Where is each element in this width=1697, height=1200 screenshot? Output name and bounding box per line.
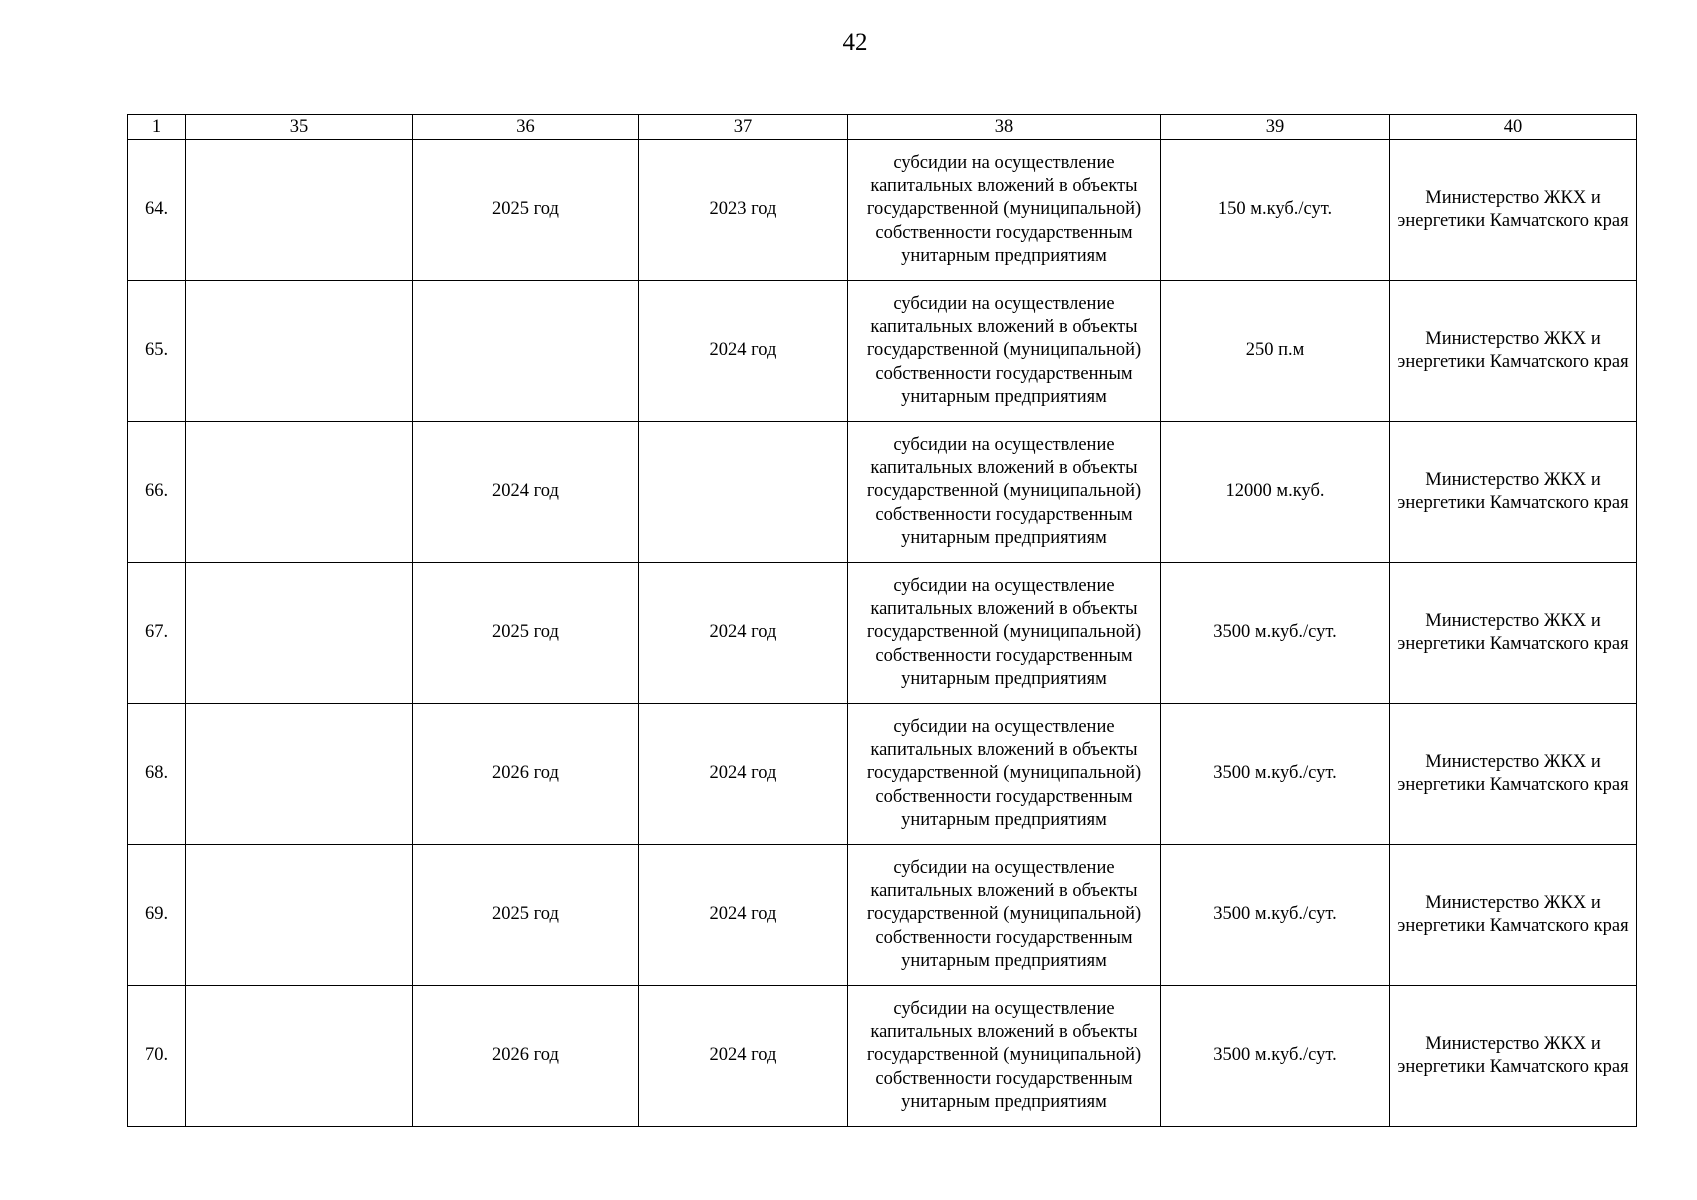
- col37-cell: 2024 год: [639, 281, 848, 422]
- col39-capacity-cell: 150 м.куб./сут.: [1161, 140, 1390, 281]
- col35-cell: [186, 140, 413, 281]
- header-cell-36: 36: [413, 115, 639, 140]
- col35-cell: [186, 845, 413, 986]
- header-cell-38: 38: [848, 115, 1161, 140]
- col35-cell: [186, 281, 413, 422]
- col35-cell: [186, 986, 413, 1127]
- col36-cell: 2025 год: [413, 140, 639, 281]
- table-row: [128, 140, 1637, 281]
- header-cell-39: 39: [1161, 115, 1390, 140]
- col36-cell: 2024 год: [413, 422, 639, 563]
- col40-responsible-cell: Министерство ЖКХ и энергетики Камчатского края: [1390, 845, 1637, 986]
- col36-cell: [413, 281, 639, 422]
- table-body: [128, 115, 1637, 1127]
- data-table: [127, 114, 1637, 1127]
- col36-cell: 2025 год: [413, 563, 639, 704]
- table-row: [128, 281, 1637, 422]
- col38-funding-type-cell: субсидии на осуществление капитальных вложений в объекты государственной (муниципальной) собственности государственным унитарным предприятиям: [848, 281, 1161, 422]
- col39-capacity-cell: 3500 м.куб./сут.: [1161, 704, 1390, 845]
- header-cell-1: 1: [128, 115, 186, 140]
- header-cell-37: 37: [639, 115, 848, 140]
- page-number: 42: [842, 29, 868, 56]
- col35-cell: [186, 563, 413, 704]
- table-row: [128, 563, 1637, 704]
- col37-cell: 2024 год: [639, 563, 848, 704]
- table-header-row: [128, 115, 1637, 140]
- col37-cell: 2023 год: [639, 140, 848, 281]
- table-row: [128, 422, 1637, 563]
- col38-funding-type-cell: субсидии на осуществление капитальных вложений в объекты государственной (муниципальной) собственности государственным унитарным предприятиям: [848, 140, 1161, 281]
- col40-responsible-cell: Министерство ЖКХ и энергетики Камчатского края: [1390, 281, 1637, 422]
- col37-cell: 2024 год: [639, 704, 848, 845]
- row-number-cell: 68.: [128, 704, 186, 845]
- col38-funding-type-cell: субсидии на осуществление капитальных вложений в объекты государственной (муниципальной) собственности государственным унитарным предприятиям: [848, 845, 1161, 986]
- col40-responsible-cell: Министерство ЖКХ и энергетики Камчатского края: [1390, 986, 1637, 1127]
- row-number-cell: 66.: [128, 422, 186, 563]
- col36-cell: 2026 год: [413, 986, 639, 1127]
- col40-responsible-cell: Министерство ЖКХ и энергетики Камчатского края: [1390, 422, 1637, 563]
- col38-funding-type-cell: субсидии на осуществление капитальных вложений в объекты государственной (муниципальной) собственности государственным унитарным предприятиям: [848, 704, 1161, 845]
- col37-cell: 2024 год: [639, 986, 848, 1127]
- header-cell-40: 40: [1390, 115, 1637, 140]
- col40-responsible-cell: Министерство ЖКХ и энергетики Камчатского края: [1390, 140, 1637, 281]
- col38-funding-type-cell: субсидии на осуществление капитальных вложений в объекты государственной (муниципальной) собственности государственным унитарным предприятиям: [848, 422, 1161, 563]
- col35-cell: [186, 704, 413, 845]
- row-number-cell: 70.: [128, 986, 186, 1127]
- col38-funding-type-cell: субсидии на осуществление капитальных вложений в объекты государственной (муниципальной) собственности государственным унитарным предприятиям: [848, 563, 1161, 704]
- col39-capacity-cell: 3500 м.куб./сут.: [1161, 563, 1390, 704]
- header-cell-35: 35: [186, 115, 413, 140]
- col36-cell: 2025 год: [413, 845, 639, 986]
- col39-capacity-cell: 250 п.м: [1161, 281, 1390, 422]
- col36-cell: 2026 год: [413, 704, 639, 845]
- col39-capacity-cell: 3500 м.куб./сут.: [1161, 845, 1390, 986]
- table-row: [128, 845, 1637, 986]
- table-row: [128, 704, 1637, 845]
- col35-cell: [186, 422, 413, 563]
- col39-capacity-cell: 12000 м.куб.: [1161, 422, 1390, 563]
- col38-funding-type-cell: субсидии на осуществление капитальных вложений в объекты государственной (муниципальной) собственности государственным унитарным предприятиям: [848, 986, 1161, 1127]
- col37-cell: [639, 422, 848, 563]
- col39-capacity-cell: 3500 м.куб./сут.: [1161, 986, 1390, 1127]
- row-number-cell: 69.: [128, 845, 186, 986]
- row-number-cell: 67.: [128, 563, 186, 704]
- col40-responsible-cell: Министерство ЖКХ и энергетики Камчатского края: [1390, 704, 1637, 845]
- col37-cell: 2024 год: [639, 845, 848, 986]
- row-number-cell: 64.: [128, 140, 186, 281]
- row-number-cell: 65.: [128, 281, 186, 422]
- table-row: [128, 986, 1637, 1127]
- col40-responsible-cell: Министерство ЖКХ и энергетики Камчатского края: [1390, 563, 1637, 704]
